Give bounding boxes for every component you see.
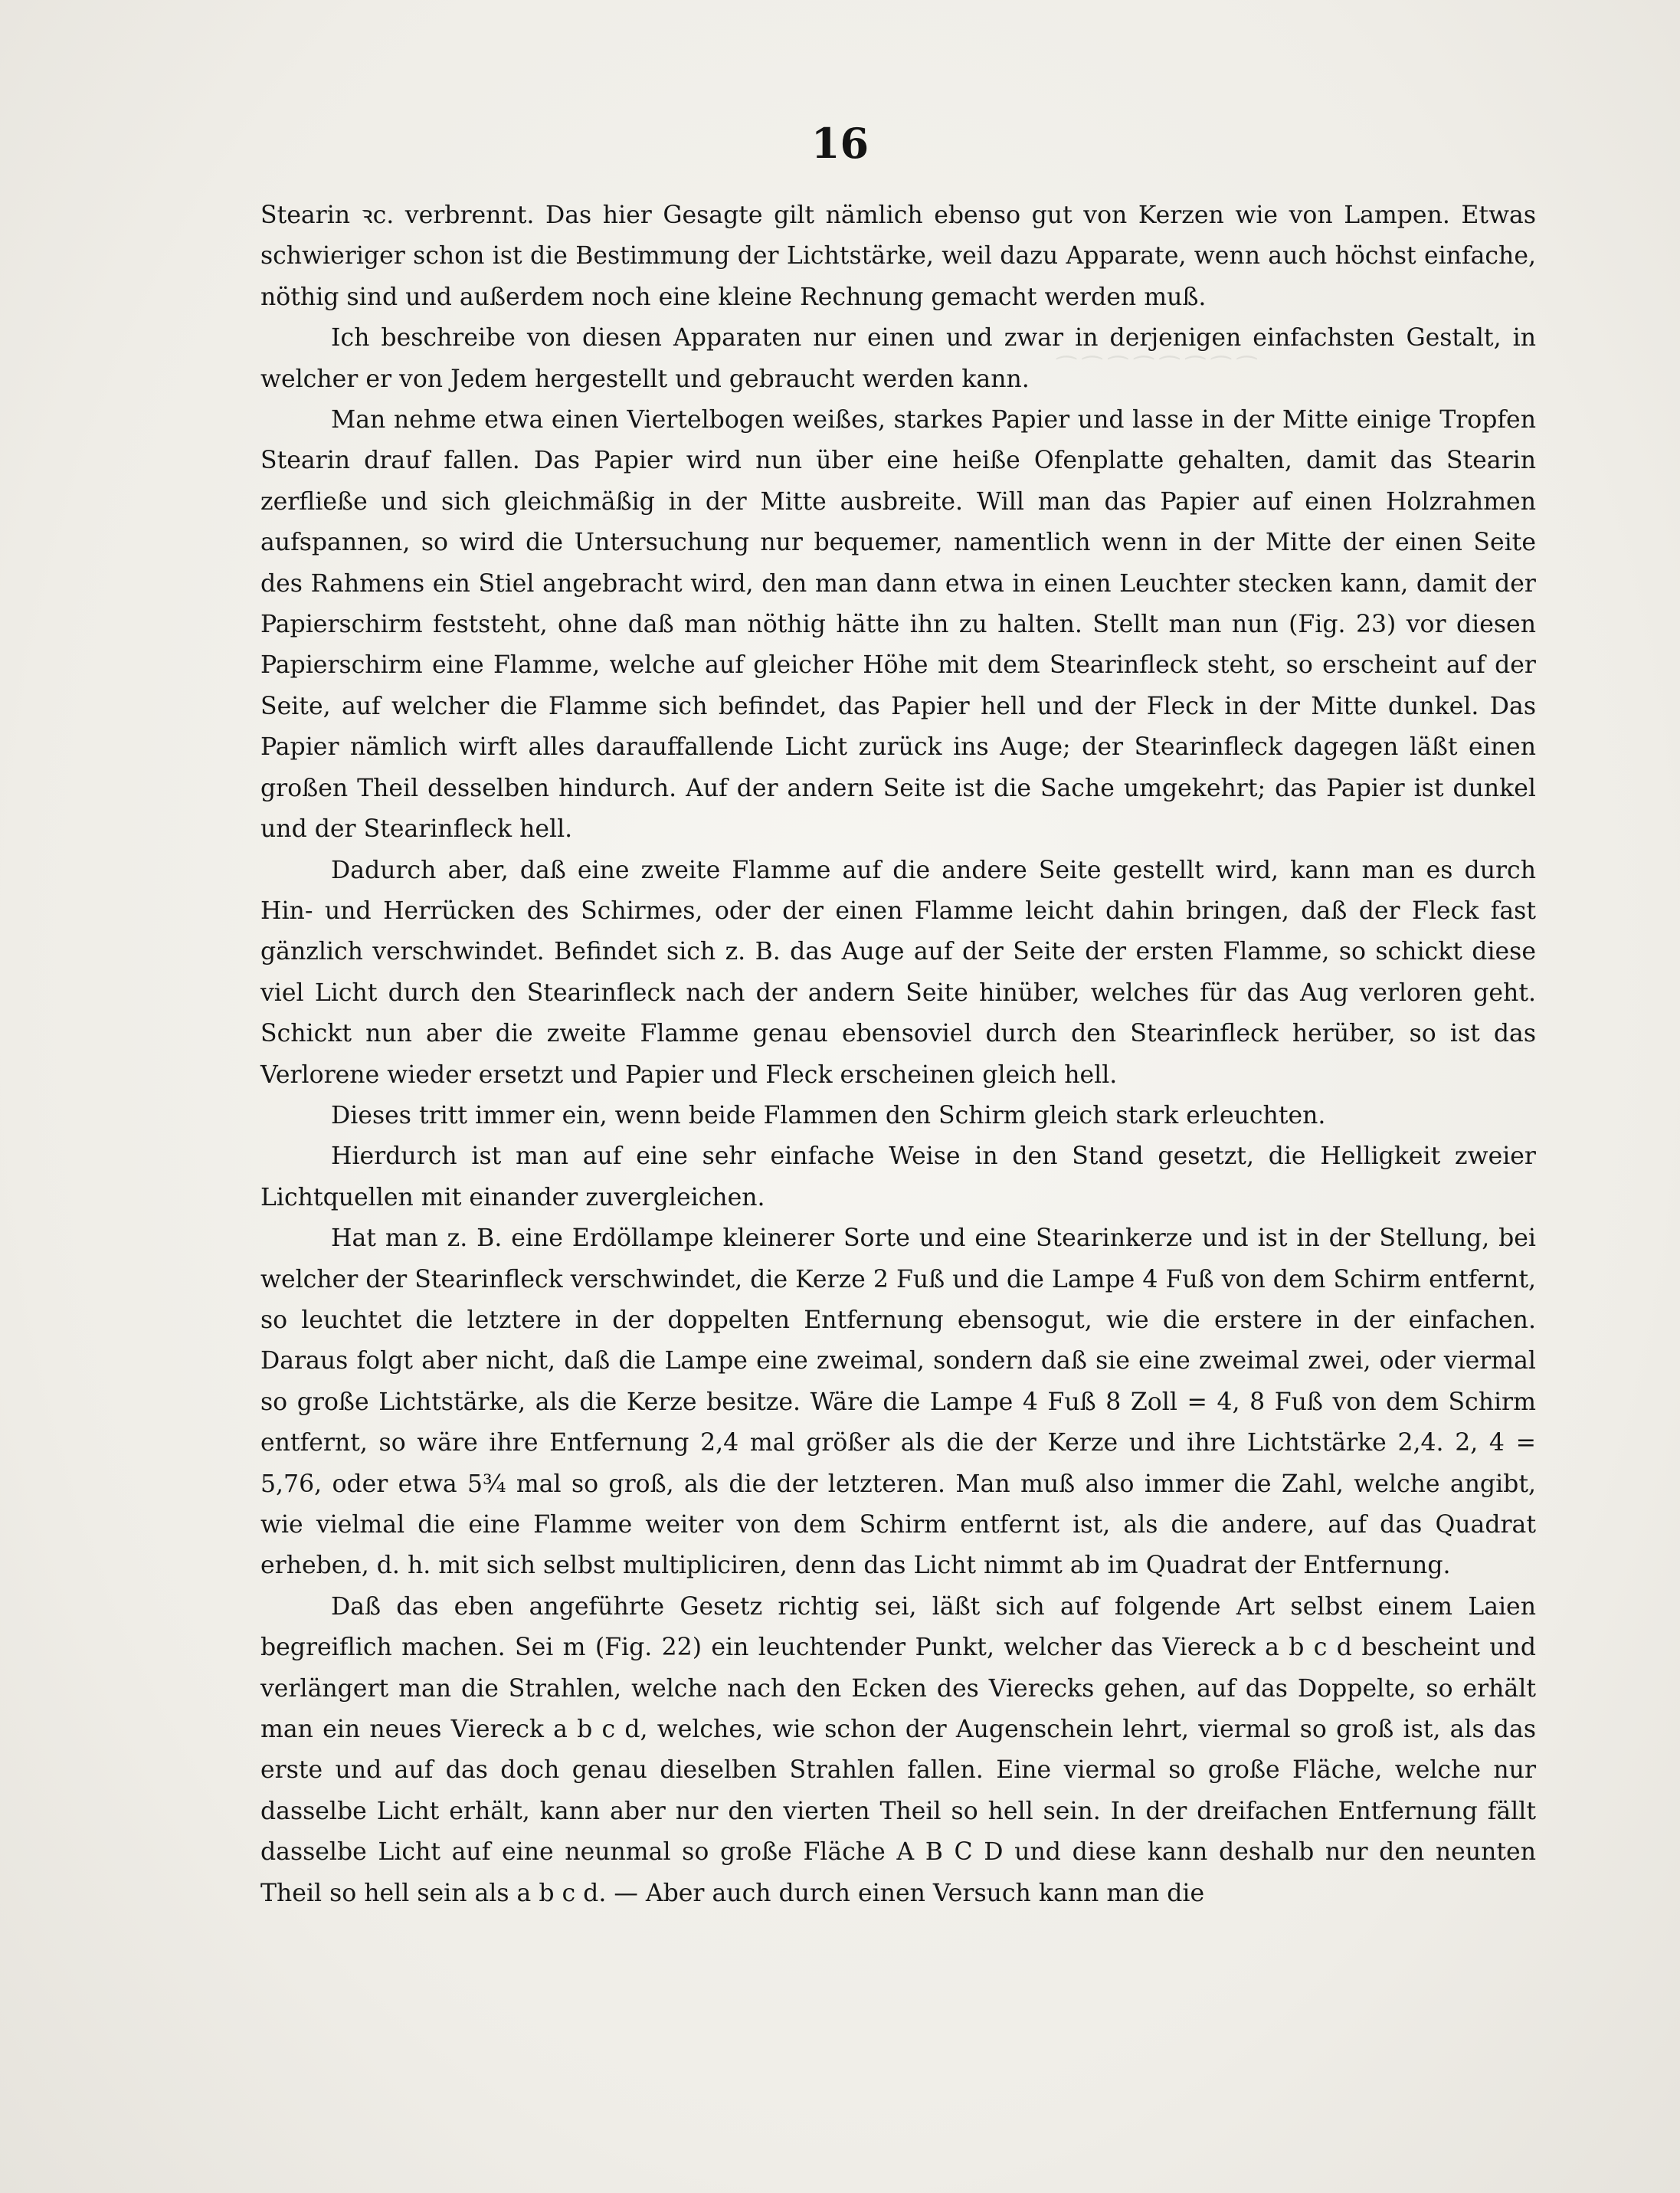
paragraph: Dieses tritt immer ein, wenn beide Flammen den Schirm gleich stark erleuchten.	[331, 1101, 1326, 1129]
paragraph: Ich beschreibe von diesen Apparaten nur einen und zwar in derjenigen einfachsten Gestalt, in welcher er von Jedem hergestellt und gebraucht werden kann.	[260, 324, 1536, 393]
paragraph: Daß das eben angeführte Gesetz richtig sei, läßt sich auf folgende Art selbst einem Laien begreiflich machen. Sei m (Fig. 22) ein leuchtender Punkt, welcher das Viereck a b c d bescheint und verlängert man die Strahlen, welche nach den Ecken des Vierecks gehen, auf das Doppelte, so erhält man ein neues Viereck a b c d, welches, wie schon der Augenschein lehrt, viermal so groß ist, als das erste und auf das doch genau dieselben Strahlen fallen. Eine viermal so große Fläche, welche nur dasselbe Licht erhält, kann aber nur den vierten Theil so hell sein. In der dreifachen Entfernung fällt dasselbe Licht auf eine neunmal so große Fläche A B C D und diese kann deshalb nur den neunten Theil so hell sein als a b c d. — Aber auch durch einen Versuch kann man die	[260, 1592, 1536, 1907]
paragraph: Man nehme etwa einen Viertelbogen weißes, starkes Papier und lasse in der Mitte einige Tropfen Stearin drauf fallen. Das Papier wird nun über eine heiße Ofenplatte gehalten, damit das Stearin zerfließe und sich gleichmäßig in der Mitte ausbreite. Will man das Papier auf einen Holzrahmen aufspannen, so wird die Untersuchung nur bequemer, namentlich wenn in der Mitte der einen Seite des Rahmens ein Stiel angebracht wird, den man dann etwa in einen Leuchter stecken kann, damit der Papierschirm feststeht, ohne daß man nöthig hätte ihn zu halten. Stellt man nun (Fig. 23) vor diesen Papierschirm eine Flamme, welche auf gleicher Höhe mit dem Stearinfleck steht, so erscheint auf der Seite, auf welcher die Flamme sich befindet, das Papier hell und der Fleck in der Mitte dunkel. Das Papier nämlich wirft alles darauffallende Licht zurück ins Auge; der Stearinfleck dagegen läßt einen großen Theil desselben hindurch. Auf der andern Seite ist die Sache umgekehrt; das Papier ist dunkel und der Stearinfleck hell.	[260, 406, 1536, 844]
paragraph: Stearin ꝛc. verbrennt. Das hier Gesagte gilt nämlich ebenso gut von Kerzen wie von Lampen. Etwas schwieriger schon ist die Bestimmung der Lichtstärke, weil dazu Apparate, wenn auch höchst einfache, nöthig sind und außerdem noch eine kleine Rechnung gemacht werden muß.	[260, 202, 1536, 311]
show-through-ink: ⁀ ⁀ ⁀ ⁀ ⁀ ⁀ ⁀ ⁀	[1057, 356, 1256, 383]
paragraph: Dadurch aber, daß eine zweite Flamme auf die andere Seite gestellt wird, kann man es durch Hin- und Herrücken des Schirmes, oder der einen Flamme leicht dahin bringen, daß der Fleck fast gänzlich verschwindet. Befindet sich z. B. das Auge auf der Seite der ersten Flamme, so schickt diese viel Licht durch den Stearinfleck nach der andern Seite hinüber, welches für das Aug verloren geht. Schickt nun aber die zweite Flamme genau ebensoviel durch den Stearinfleck herüber, so ist das Verlorene wieder ersetzt und Papier und Fleck erscheinen gleich hell.	[260, 856, 1536, 1089]
paragraph: Hat man z. B. eine Erdöllampe kleinerer Sorte und eine Stearinkerze und ist in der Stellung, bei welcher der Stearinfleck verschwindet, die Kerze 2 Fuß und die Lampe 4 Fuß von dem Schirm entfernt, so leuchtet die letztere in der doppelten Entfernung ebensogut, wie die erstere in der einfachen. Daraus folgt aber nicht, daß die Lampe eine zweimal, sondern daß sie eine zweimal zwei, oder viermal so große Lichtstärke, als die Kerze besitze. Wäre die Lampe 4 Fuß 8 Zoll = 4, 8 Fuß von dem Schirm entfernt, so wäre ihre Entfernung 2,4 mal größer als die der Kerze und ihre Lichtstärke 2,4. 2, 4 = 5,76, oder etwa 5¾ mal so groß, als die der letzteren. Man muß also immer die Zahl, welche angibt, wie vielmal die eine Flamme weiter von dem Schirm entfernt ist, als die andere, auf das Quadrat erheben, d. h. mit sich selbst multipliciren, denn das Licht nimmt ab im Quadrat der Entfernung.	[260, 1224, 1536, 1580]
page-number: 16	[811, 119, 869, 168]
paragraph: Hierdurch ist man auf eine sehr einfache Weise in den Stand gesetzt, die Helligkeit zweier Lichtquellen mit einander zuvergleichen.	[260, 1142, 1536, 1211]
body-text	[260, 195, 1536, 1914]
